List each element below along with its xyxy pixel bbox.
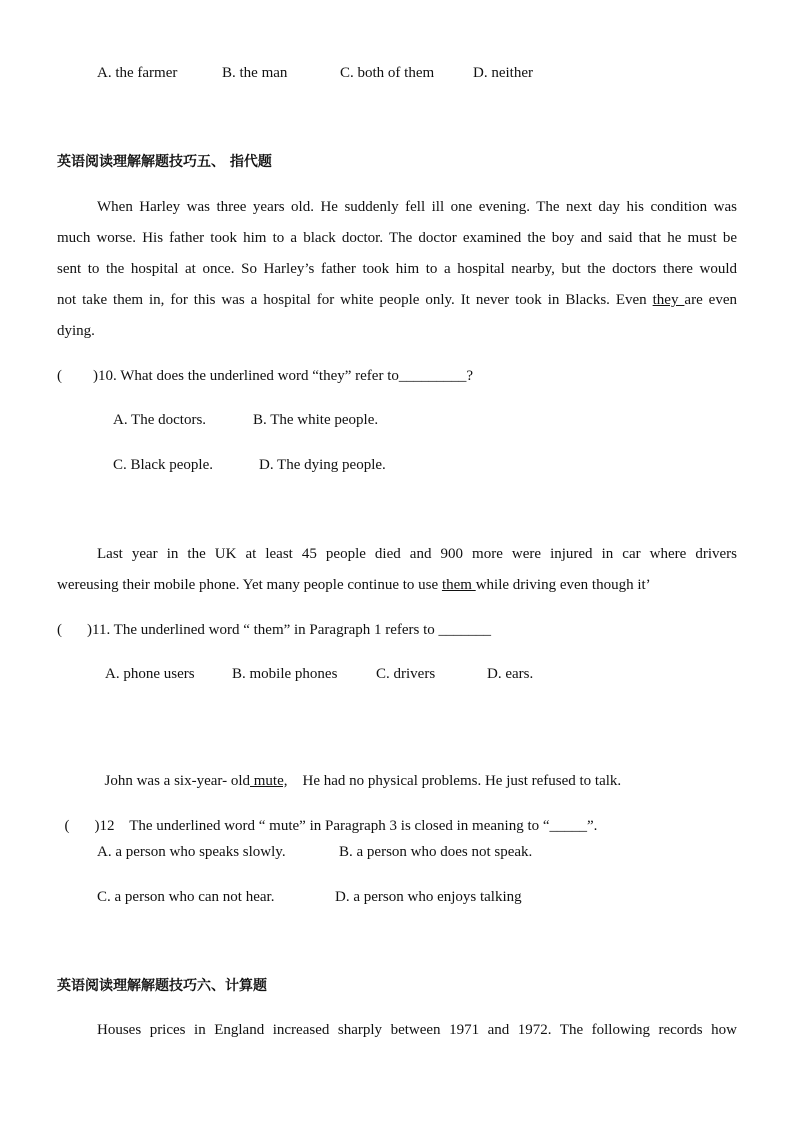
q9-option-b: B. the man — [222, 65, 288, 81]
q10-option-c: C. Black people. — [113, 457, 213, 473]
underlined-word-them: them — [441, 577, 476, 593]
q10-option-d: D. The dying people. — [259, 457, 386, 473]
q9-options — [97, 64, 533, 82]
passage1-line1: When Harley was three years old. He suddenly fell ill one evening. The next day his condition was — [97, 199, 737, 215]
section5-heading: 英语阅读理解解题技巧五、 指代题 — [57, 154, 272, 170]
q10-option-a: A. The doctors. — [113, 412, 207, 428]
q11-text: )11. The underlined word “ them” in Paragraph 1 refers to _______ — [87, 622, 492, 638]
q10-options-row1 — [113, 411, 378, 429]
q11-paren: ( — [57, 622, 62, 638]
q10-blank: _________ — [398, 368, 467, 384]
passage1-line4-pre: not take them in, for this was a hospital for white people only. It never took in Blacks. Even — [57, 292, 653, 308]
q10-end: ? — [466, 368, 474, 384]
passage1-line4 — [57, 291, 737, 309]
q10-options-row2 — [113, 456, 386, 474]
q9-option-d: D. neither — [473, 65, 533, 81]
passage1-line3: sent to the hospital at once. So Harley’s father took him to a hospital nearby, but the doctors there would — [57, 261, 737, 277]
passage2-line2-post: while driving even though it’ — [475, 577, 651, 593]
passage2-line2 — [57, 576, 651, 594]
q12-option-a: A. a person who speaks slowly. — [97, 844, 286, 860]
q9-option-a: A. the farmer — [97, 65, 178, 81]
q12-option-c: C. a person who can not hear. — [97, 889, 275, 905]
q11-option-c: C. drivers — [376, 666, 436, 682]
q11-question — [57, 621, 491, 639]
q12-options-row1 — [97, 843, 532, 861]
q11-options — [105, 665, 533, 683]
passage2-line1: Last year in the UK at least 45 people died and 900 more were injured in car where drivers — [97, 546, 737, 562]
q12-option-b: B. a person who does not speak. — [339, 844, 533, 860]
passage1-line2: much worse. His father took him to a black doctor. The doctor examined the boy and said that he must be — [57, 230, 737, 246]
passage1-line4-post: are even — [684, 292, 737, 308]
q12-question — [57, 799, 597, 835]
q10-question — [57, 367, 473, 385]
q12-paren: ( — [64, 818, 70, 834]
passage2-line2-pre: wereusing their mobile phone. Yet many people continue to use — [57, 577, 442, 593]
q11-option-d: D. ears. — [487, 666, 534, 682]
passage4-line1: Houses prices in England increased sharply between 1971 and 1972. The following records how — [97, 1022, 737, 1038]
underlined-word-they: they — [652, 292, 685, 308]
q12-option-d: D. a person who enjoys talking — [335, 889, 522, 905]
passage3-line1 — [97, 754, 621, 790]
q12-text: )12 The underlined word “ mute” in Paragraph 3 is closed in meaning to “_____”. — [94, 818, 598, 834]
q11-option-b: B. mobile phones — [232, 666, 338, 682]
passage3-post: He had no physical problems. He just refused to talk. — [287, 773, 622, 789]
q12-options-row2 — [97, 888, 522, 906]
q10-paren: ( — [57, 368, 62, 384]
underlined-word-mute: mute, — [250, 773, 288, 789]
q11-option-a: A. phone users — [105, 666, 195, 682]
section6-heading: 英语阅读理解解题技巧六、计算题 — [57, 978, 267, 994]
passage3-pre: John was a six-year- old — [104, 773, 250, 789]
q10-option-b: B. The white people. — [253, 412, 379, 428]
q10-text: )10. What does the underlined word “they” refer to — [93, 368, 399, 384]
q9-option-c: C. both of them — [340, 65, 435, 81]
passage1-line5: dying. — [57, 323, 95, 339]
